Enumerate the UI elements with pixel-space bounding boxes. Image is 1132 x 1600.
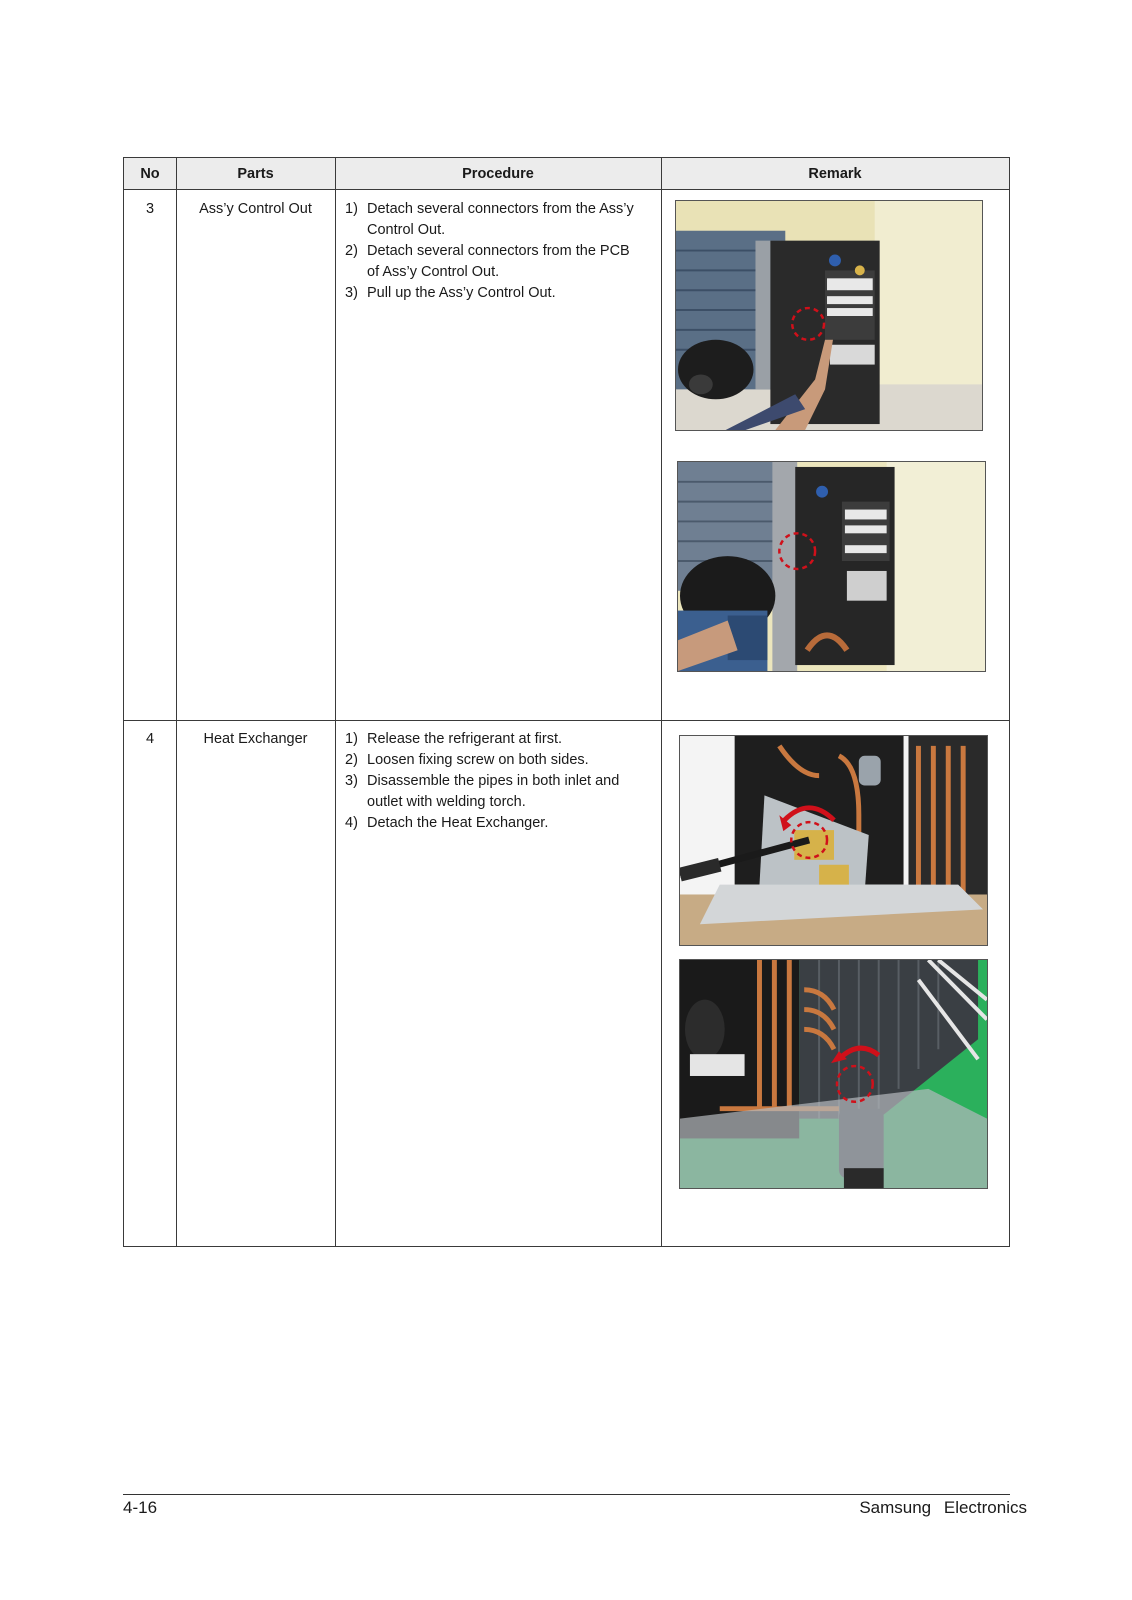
header-no: No	[140, 166, 160, 182]
header-remark: Remark	[808, 166, 862, 182]
procedure-step: 2) Detach several connectors from the PCB of Ass’y Control Out.	[345, 243, 630, 280]
row-number: 3	[145, 201, 155, 217]
procedure-steps	[345, 199, 635, 304]
photo-connector-detach	[675, 200, 983, 431]
procedure-step: 2) Loosen fixing screw on both sides.	[345, 752, 589, 768]
page-number: 4-16	[123, 1498, 158, 1517]
footer-rule	[123, 1494, 1010, 1495]
photo-heat-exchanger-screw	[679, 959, 988, 1189]
photo-pipe-valve	[679, 735, 988, 946]
procedure-step: 4) Detach the Heat Exchanger.	[345, 815, 549, 831]
procedure-step: 3) Pull up the Ass’y Control Out.	[345, 285, 556, 301]
row-number: 4	[145, 731, 155, 747]
footer-brand: Samsung Electronics	[859, 1498, 1027, 1517]
disassembly-table	[123, 157, 1010, 1247]
column-divider	[176, 158, 177, 1246]
photo-control-out-screw	[677, 461, 986, 672]
header-procedure: Procedure	[462, 166, 534, 182]
procedure-step: 1) Release the refrigerant at first.	[345, 731, 563, 747]
row-divider	[124, 720, 1009, 721]
header-parts: Parts	[237, 166, 274, 182]
procedure-step: 1) Detach several connectors from the Ass’y Control Out.	[345, 201, 634, 238]
procedure-steps	[345, 729, 635, 834]
procedure-step: 3) Disassemble the pipes in both inlet and outlet with welding torch.	[345, 773, 620, 810]
part-name: Heat Exchanger	[203, 731, 308, 747]
part-name: Ass’y Control Out	[199, 201, 312, 217]
column-divider	[661, 158, 662, 1246]
column-divider	[335, 158, 336, 1246]
